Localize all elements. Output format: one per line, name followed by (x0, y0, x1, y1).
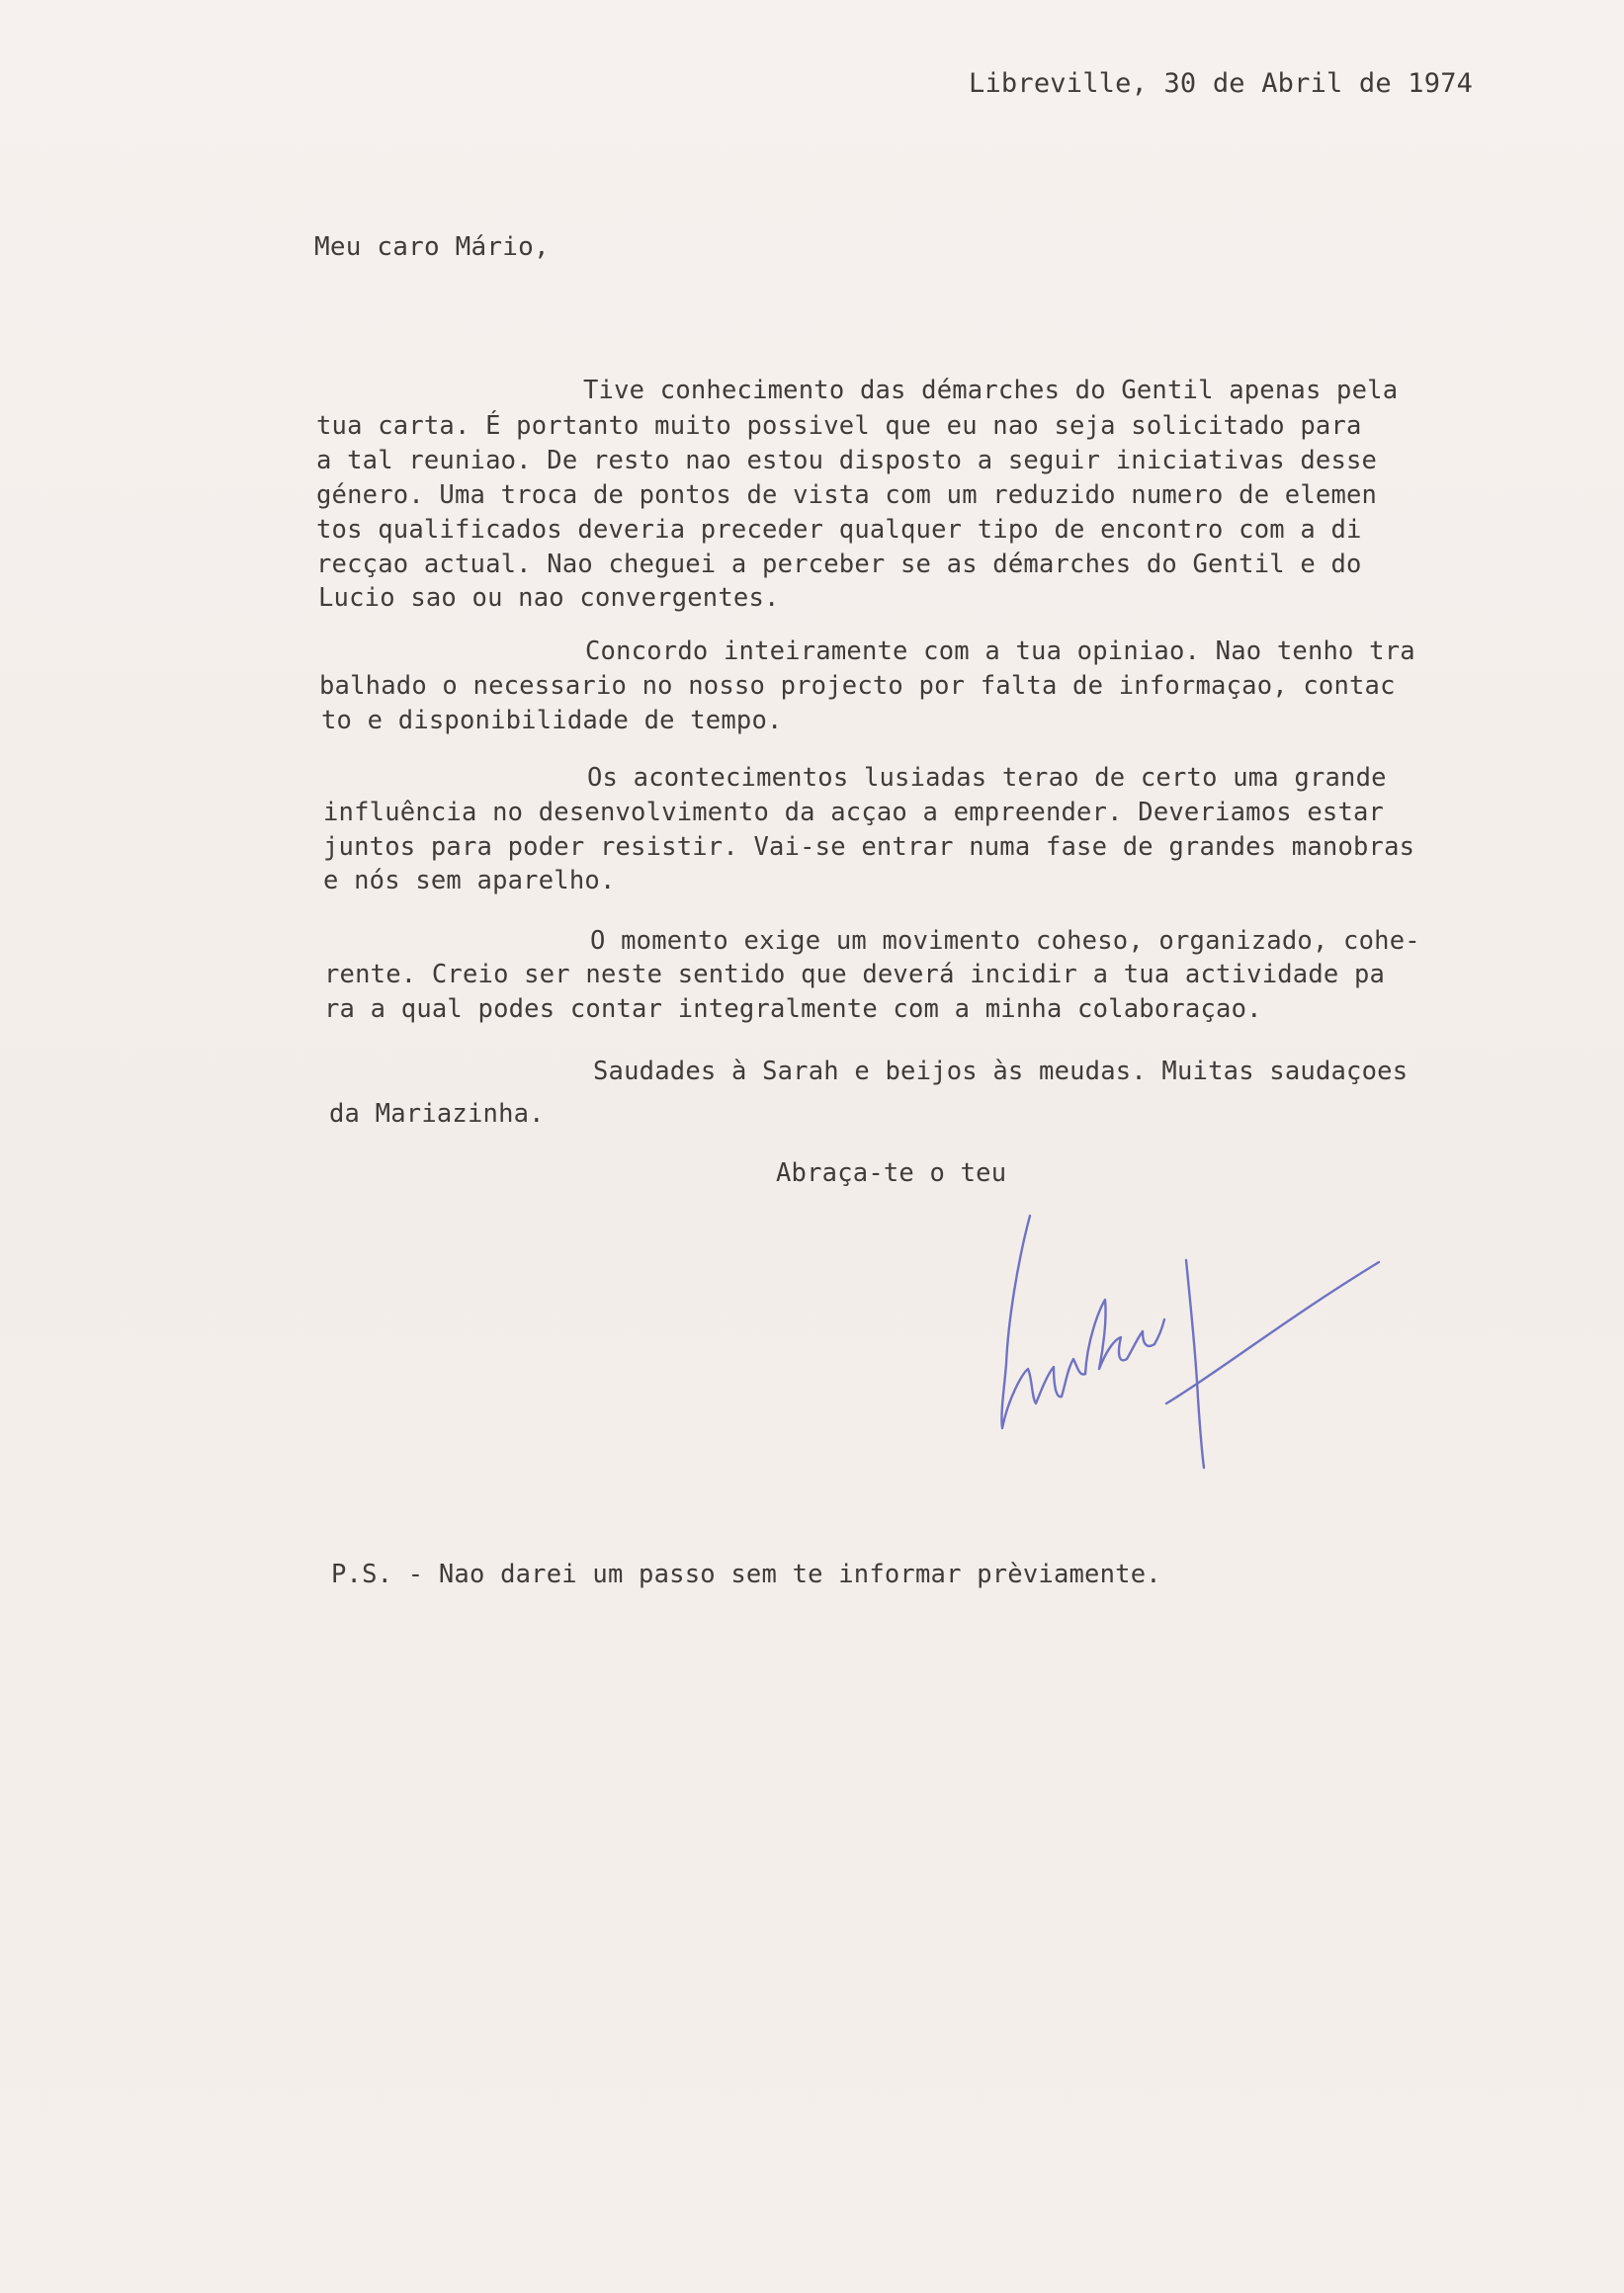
paragraph-4-line-3: ra a qual podes contar integralmente com a minha colaboraçao. (324, 994, 1262, 1024)
postscript: P.S. - Nao darei um passo sem te informar prèviamente. (331, 1560, 1161, 1589)
paragraph-5-line-1: Saudades à Sarah e beijos às meudas. Muitas saudaçoes (593, 1057, 1409, 1086)
paragraph-1-line-3: a tal reuniao. De resto nao estou disposto a seguir iniciativas desse (316, 446, 1378, 475)
paragraph-1-line-7: Lucio sao ou nao convergentes. (318, 583, 780, 613)
paragraph-4-line-1: O momento exige um movimento coheso, organizado, cohe- (590, 926, 1420, 956)
paragraph-1-line-4: género. Uma troca de pontos de vista com um reduzido numero de elemen (316, 480, 1378, 510)
paragraph-2-line-1: Concordo inteiramente com a tua opiniao. Nao tenho tra (585, 637, 1415, 666)
place-date: Libreville, 30 de Abril de 1974 (969, 68, 1474, 99)
paragraph-2-line-3: to e disponibilidade de tempo. (321, 706, 783, 735)
paragraph-3-line-1: Os acontecimentos lusiadas terao de certo uma grande (587, 763, 1387, 793)
closing: Abraça-te o teu (776, 1158, 1007, 1188)
paragraph-1-line-5: tos qualificados deveria preceder qualquer tipo de encontro com a di (316, 515, 1362, 545)
paragraph-1-line-6: recçao actual. Nao cheguei a perceber se as démarches do Gentil e do (316, 550, 1362, 579)
paragraph-1-line-1: Tive conhecimento das démarches do Gentil apenas pela (583, 376, 1399, 405)
paragraph-3-line-4: e nós sem aparelho. (323, 866, 616, 895)
paragraph-1-line-2: tua carta. É portanto muito possivel que eu nao seja solicitado para (316, 411, 1362, 441)
paragraph-3-line-3: juntos para poder resistir. Vai-se entrar numa fase de grandes manobras (323, 832, 1415, 862)
paragraph-2-line-2: balhado o necessario no nosso projecto por falta de informaçao, contac (319, 671, 1396, 701)
handwritten-signature (988, 1201, 1404, 1497)
paragraph-4-line-2: rente. Creio ser neste sentido que deverá incidir a tua actividade pa (324, 960, 1386, 989)
paragraph-3-line-2: influência no desenvolvimento da acçao a empreender. Deveriamos estar (323, 798, 1385, 827)
paragraph-5-line-2: da Mariazinha. (329, 1099, 545, 1129)
salutation: Meu caro Mário, (314, 232, 550, 262)
